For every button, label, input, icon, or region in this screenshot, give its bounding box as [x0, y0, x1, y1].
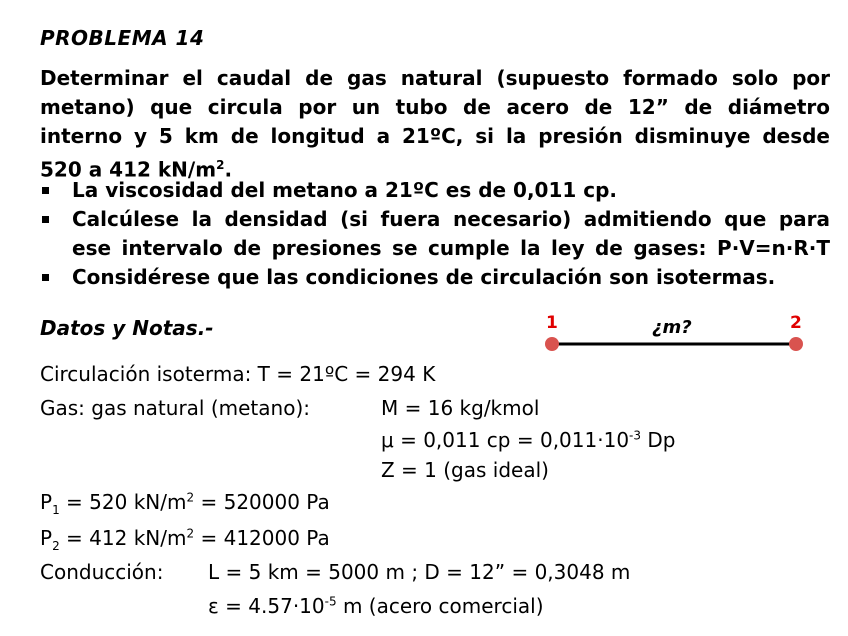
- compressibility-value: Z = 1 (gas ideal): [381, 458, 549, 482]
- point-1-label: 1: [546, 313, 558, 333]
- problem-title: PROBLEMA 14: [40, 26, 205, 50]
- notes-title: Datos y Notas.-: [40, 316, 214, 340]
- gas-label: Gas: gas natural (metano):: [40, 396, 310, 420]
- flow-unknown-label: ¿m?: [652, 317, 692, 338]
- point-2-label: 2: [790, 313, 802, 333]
- statement-line-4: 520 a 412 $kN/m^2$.: [40, 157, 233, 182]
- bullet-list: [40, 176, 830, 292]
- pressure-1: $P_1 = 520$ $kN/m^2 = 520000$ Pa: [40, 490, 330, 517]
- bullet-viscosity: La viscosidad del metano a 21ºC es de 0,011 cp.: [40, 176, 830, 205]
- bullet-isothermal: Considérese que las condiciones de circulación son isotermas.: [40, 263, 830, 292]
- bullet-density: Calcúlese la densidad (si fuera necesario) admitiendo que para ese intervalo de presiones se cumple la ley de gases: P·V=n·R·T: [40, 205, 830, 263]
- statement-line-2: metano) que circula por un tubo de acero de 12” de diámetro: [40, 95, 830, 119]
- conduction-label: Conducción:: [40, 560, 164, 584]
- pressure-2: $P_2 = 412$ $kN/m^2 = 412000$ Pa: [40, 526, 330, 553]
- statement-line-1: Determinar el caudal de gas natural (supuesto formado solo por: [40, 66, 830, 90]
- viscosity-value: μ = 0,011 cp = $0,011\cdot 10^{-3}$ Dp: [381, 428, 676, 452]
- problem-statement: [40, 64, 830, 185]
- pipe-diagram: [540, 308, 810, 358]
- circulation-note: Circulación isoterma: T = 21ºC = 294 K: [40, 362, 436, 386]
- roughness-value: $\varepsilon = 4.57\cdot 10^{-5}$ m (acero comercial): [208, 594, 544, 618]
- conduction-values: L = 5 km = 5000 m ; D = 12” = 0,3048 m: [208, 560, 631, 584]
- statement-line-3: interno y 5 km de longitud a 21ºC, si la presión disminuye desde: [40, 124, 830, 148]
- point-1: [545, 337, 559, 351]
- point-2: [789, 337, 803, 351]
- molar-mass: M = 16 kg/kmol: [381, 396, 540, 420]
